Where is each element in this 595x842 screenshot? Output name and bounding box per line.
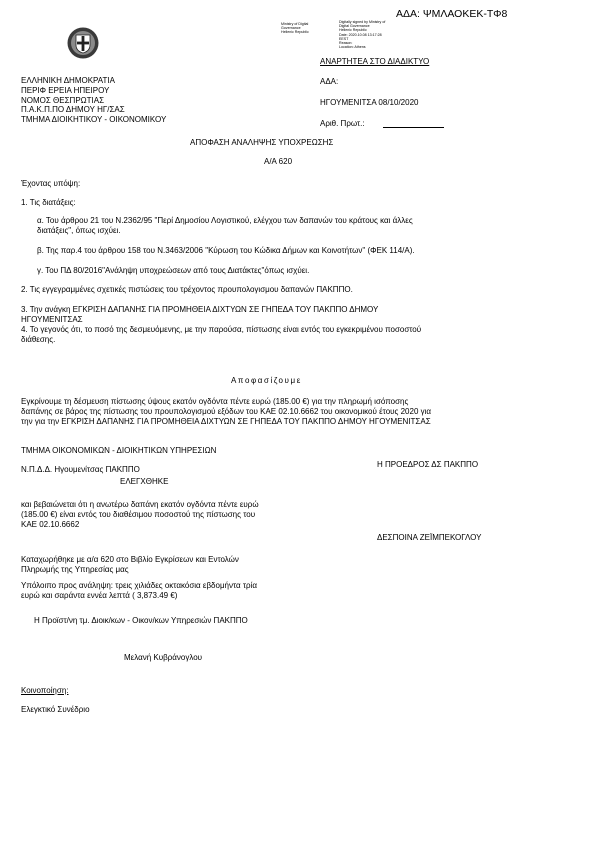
checked-label: ΕΛΕΓΧΘΗΚΕ: [120, 477, 169, 486]
registered-line2: Πληρωμής της Υπηρεσίας μας: [21, 565, 129, 574]
posted-online: ΑΝΑΡΤΗΤΕΑ ΣΤΟ ΔΙΑΔΙΚΤΥΟ: [320, 57, 430, 66]
item-4-line1: 4. Το γεγονός ότι, το ποσό της δεσμευόμενης, με την παρούσα, πίστωσης είναι εντός του εγκεκριμένου ποσοστού: [21, 325, 422, 334]
registered-line1: Καταχωρήθηκε με α/α 620 στο Βιβλίο Εγκρίσεων και Εντολών: [21, 555, 239, 564]
decide-heading: Αποφασίζουμε: [231, 376, 302, 385]
place-date: ΗΓΟΥΜΕΝΙΤΣΑ 08/10/2020: [320, 98, 419, 107]
considering: Έχοντας υπόψη:: [21, 179, 81, 188]
aa-number: Α/Α 620: [264, 157, 293, 166]
president-title: Η ΠΡΟΕΔΡΟΣ ΔΣ ΠΑΚΠΠΟ: [377, 460, 479, 469]
approve-line1: Εγκρίνουμε τη δέσμευση πίστωσης ύψους εκατόν ογδόντα πέντε ευρώ (185.00 €) για την πληρωμή ισόποσης: [21, 397, 409, 406]
ada-label: ΑΔΑ:: [320, 77, 339, 86]
head-of-title: Η Προϊστ/νη τμ. Διοικ/κων - Οικον/κων Υπηρεσιών ΠΑΚΠΠΟ: [34, 616, 248, 625]
item-3-line2: ΗΓΟΥΜΕΝΙΤΣΑΣ: [21, 315, 83, 324]
item-b: β. Της παρ.4 του άρθρου 158 του Ν.3463/2006 "Κύρωση του Κώδικα Δήμων και Κοινοτήτων" (ΦΕΚ 114/Α).: [37, 246, 415, 255]
certify-line3: ΚΑΕ 02.10.6662: [21, 520, 80, 529]
approve-line3: την για την ΕΓΚΡΙΣΗ ΔΑΠΑΝΗΣ ΓΙΑ ΠΡΟΜΗΘΕΙΑ ΔΙΧΤΥΩΝ ΣΕ ΓΗΠΕΔΑ ΤΟΥ ΠΑΚΠΠΟ ΔΗΜΟΥ ΗΓΟΥΜΕΝΙΤΣΑΣ: [21, 417, 431, 426]
item-a-line1: α. Του άρθρου 21 του Ν.2362/95 "Περί Δημοσίου Λογιστικού, ελέγχου των δαπανών του κράτους και άλλες: [37, 216, 413, 225]
head-of-name: Μελανή Κυβράνογλου: [124, 653, 203, 662]
protocol-underline: [383, 127, 444, 128]
item-a-line2: διατάξεις", όπως ισχύει.: [37, 226, 121, 235]
npdd: Ν.Π.Δ.Δ. Ηγουμενίτσας ΠΑΚΠΠΟ: [21, 465, 140, 474]
president-name: ΔΕΣΠΟΙΝΑ ΖΕΪΜΠΕΚΟΓΛΟΥ: [377, 533, 482, 542]
certify-line1: και βεβαιώνεται ότι η ανωτέρω δαπάνη εκατόν ογδόντα πέντε ευρώ: [21, 500, 259, 509]
signature-col2: Digitally signed by Ministry of Digital Governance Hellenic Republic Date: 2020.10.08 13:17:28 EEST Reason: Location: Athens: [339, 20, 386, 50]
page-title: ΑΠΟΦΑΣΗ ΑΝΑΛΗΨΗΣ ΥΠΟΧΡΕΩΣΗΣ: [190, 138, 334, 147]
coat-of-arms-icon: [66, 26, 100, 60]
item-3-line1: 3. Την ανάγκη ΕΓΚΡΙΣΗ ΔΑΠΑΝΗΣ ΓΙΑ ΠΡΟΜΗΘΕΙΑ ΔΙΧΤΥΩΝ ΣΕ ΓΗΠΕΔΑ ΤΟΥ ΠΑΚΠΠΟ ΔΗΜΟΥ: [21, 305, 379, 314]
approve-line2: δαπάνης σε βάρος της πίστωσης του προυπολογισμού εξόδων του ΚΑΕ 02.10.6662 του οικονομικού έτους 2020 για: [21, 407, 432, 416]
signature-col1: Ministry of Digital Governance Hellenic Republic: [281, 22, 309, 35]
balance-line2: ευρώ και σαράντα εννέα λεπτά ( 3,873.49 €): [21, 591, 178, 600]
protocol-number: Αριθ. Πρωτ.:: [320, 119, 365, 128]
item-1: 1. Τις διατάξεις:: [21, 198, 76, 207]
notify-item: Ελεγκτικό Συνέδριο: [21, 705, 90, 714]
header-left: ΕΛΛΗΝΙΚΗ ΔΗΜΟΚΡΑΤΙΑ ΠΕΡΙΦ ΕΡΕΙΑ ΗΠΕΙΡΟΥ ΝΟΜΟΣ ΘΕΣΠΡΩΤΙΑΣ Π.Α.Κ.Π.ΠΟ ΔΗΜΟΥ ΗΓ/ΣΑΣ ΤΜΗΜΑ ΔΙΟΙΚΗΤΙΚΟΥ - ΟΙΚΟΝΟΜΙΚΟΥ: [21, 76, 167, 125]
certify-line2: (185.00 €) είναι εντός του διαθέσιμου ποσοστού της πίστωσης του: [21, 510, 256, 519]
item-g: γ. Του ΠΔ 80/2016"Ανάληψη υποχρεώσεων από τους Διατάκτες"όπως ισχύει.: [37, 266, 310, 275]
ada-top: ΑΔΑ: ΨΜΛΑΟΚΕΚ-ΤΦ8: [396, 8, 508, 20]
balance-line1: Υπόλοιπο προς ανάληψη: τρεις χιλιάδες οκτακόσια εβδομήντα τρία: [21, 581, 258, 590]
item-4-line2: διάθεσης.: [21, 335, 56, 344]
item-2: 2. Τις εγγεγραμμένες σχετικές πιστώσεις του τρέχοντος προυπολογισμου δαπανών ΠΑΚΠΠΟ.: [21, 285, 353, 294]
notify-title: Κοινοποίηση:: [21, 686, 69, 695]
department: ΤΜΗΜΑ ΟΙΚΟΝΟΜΙΚΩΝ - ΔΙΟΙΚΗΤΙΚΩΝ ΥΠΗΡΕΣΙΩΝ: [21, 446, 217, 455]
